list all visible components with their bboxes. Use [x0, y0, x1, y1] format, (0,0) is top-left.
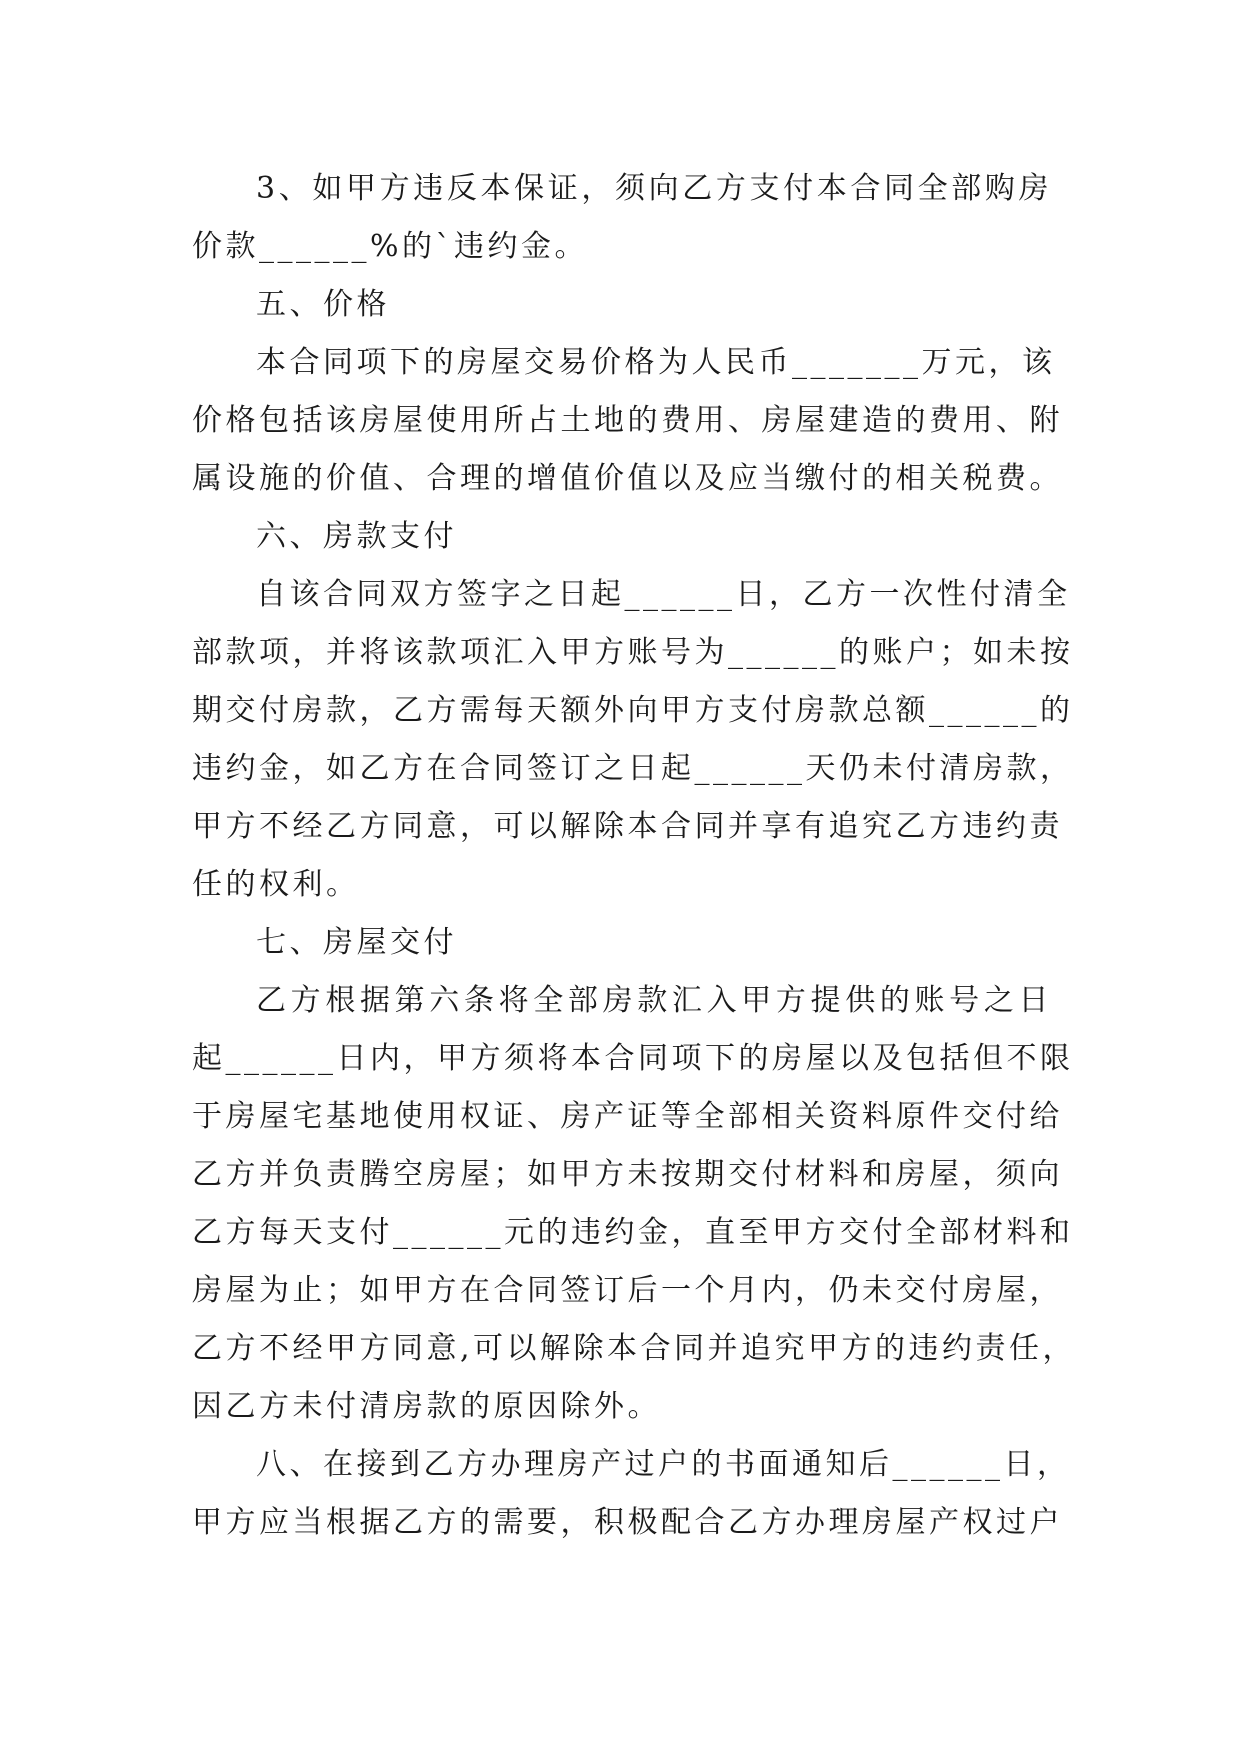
contract-text — [192, 160, 1077, 1552]
text-line: 甲方不经乙方同意，可以解除本合同并享有追究乙方违约责 — [192, 809, 1063, 844]
text-line: 乙方根据第六条将全部房款汇入甲方提供的账号之日 — [256, 983, 1052, 1018]
text-line: 期交付房款，乙方需每天额外向甲方支付房款总额______的 — [192, 693, 1074, 728]
text-line: 任的权利。 — [192, 867, 360, 902]
text-line: 起______日内，甲方须将本合同项下的房屋以及包括但不限 — [192, 1041, 1074, 1076]
text-line: 于房屋宅基地使用权证、房产证等全部相关资料原件交付给 — [192, 1099, 1063, 1134]
text-line: 乙方不经甲方同意,可以解除本合同并追究甲方的违约责任， — [192, 1331, 1077, 1366]
text-line: 3、如甲方违反本保证，须向乙方支付本合同全部购房 — [256, 171, 1052, 206]
section-heading: 七、房屋交付 — [256, 925, 457, 960]
text-line: 价格包括该房屋使用所占土地的费用、房屋建造的费用、附 — [192, 403, 1063, 438]
text-line: 自该合同双方签字之日起______日，乙方一次性付清全 — [256, 577, 1071, 612]
text-line: 部款项，并将该款项汇入甲方账号为______的账户；如未按 — [192, 635, 1074, 670]
text-line: 乙方每天支付______元的违约金，直至甲方交付全部材料和 — [192, 1215, 1074, 1250]
section-heading: 五、价格 — [256, 287, 390, 322]
text-line: 甲方应当根据乙方的需要，积极配合乙方办理房屋产权过户 — [192, 1505, 1063, 1540]
text-line: 乙方并负责腾空房屋；如甲方未按期交付材料和房屋，须向 — [192, 1157, 1063, 1192]
text-line: 属设施的价值、合理的增值价值以及应当缴付的相关税费。 — [192, 461, 1063, 496]
section-heading: 六、房款支付 — [256, 519, 457, 554]
text-line: 房屋为止；如甲方在合同签订后一个月内，仍未交付房屋， — [192, 1273, 1063, 1308]
text-line: 因乙方未付清房款的原因除外。 — [192, 1389, 661, 1424]
text-line: 价款______%的`违约金。 — [192, 229, 589, 264]
text-line: 八、在接到乙方办理房产过户的书面通知后______日， — [256, 1447, 1071, 1482]
text-line: 本合同项下的房屋交易价格为人民币_______万元，该 — [256, 345, 1056, 380]
text-line: 违约金，如乙方在合同签订之日起______天仍未付清房款， — [192, 751, 1074, 786]
